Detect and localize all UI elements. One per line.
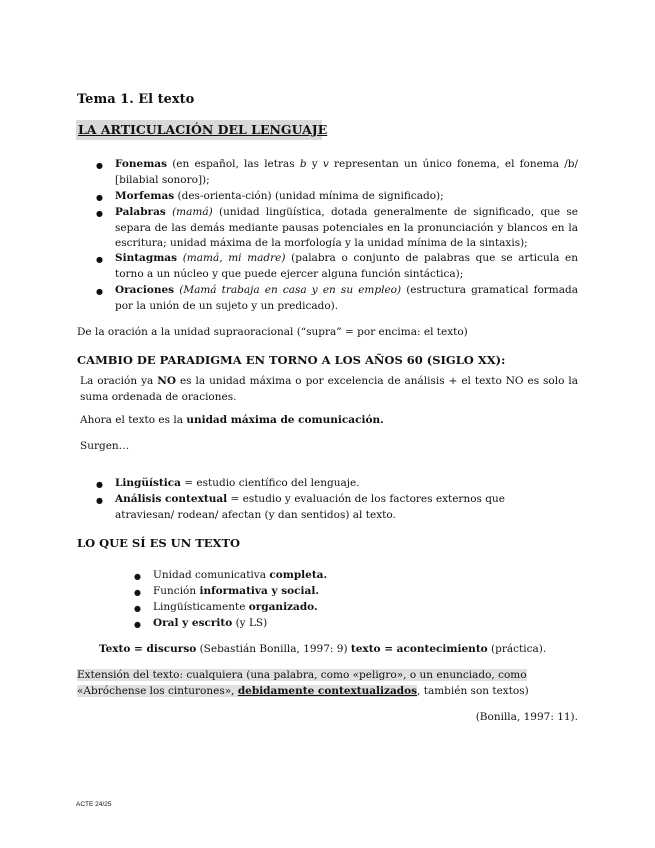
list-item-oral: Oral y escrito (y LS) [153, 617, 268, 629]
bullet-icon [96, 251, 104, 259]
list-item-organizado: Lingüísticamente organizado. [153, 601, 318, 613]
footer-label: ACTE 24/25 [76, 801, 112, 808]
paragraph-surgen: Surgen… [80, 440, 130, 452]
bullet-icon [96, 189, 104, 197]
list-item-morfemas: Morfemas (des-orienta-ción) (unidad mínima de significado); [115, 190, 444, 202]
bullet-icon [96, 157, 104, 165]
list-item-analisis: Análisis contextual = estudio y evaluación de los factores externos que atraviesan/ rodean/ afectan (y dan sentidos) al texto. [115, 493, 505, 521]
list-item-linguistica: Lingüística = estudio científico del lenguaje. [115, 477, 360, 489]
list-item-funcion: Función informativa y social. [153, 585, 319, 597]
oracion-line: De la oración a la unidad supraoracional (“supra” = por encima: el texto) [77, 326, 468, 338]
extension-paragraph: Extensión del texto: cualquiera (una palabra, como «peligro», o un enunciado, como «Abróchense los cinturones», debidamente contextualizados, también son textos) [77, 669, 529, 697]
section-heading-paradigma: CAMBIO DE PARADIGMA EN TORNO A LOS AÑOS 60 (SIGLO XX): [77, 353, 506, 367]
definition-line: Texto = discurso (Sebastián Bonilla, 1997: 9) texto = acontecimiento (práctica). [99, 643, 547, 655]
page-title: Tema 1. El texto [77, 92, 195, 107]
paragraph-oracion: La oración ya NO es la unidad máxima o por excelencia de análisis + el texto NO es solo la suma ordenada de oraciones. [80, 375, 579, 403]
citation: (Bonilla, 1997: 11). [475, 711, 578, 723]
list-item-sintagmas: Sintagmas (mamá, mi madre) (palabra o conjunto de palabras que se articula en torno a un núcleo y que puede ejercer alguna función sintáctica); [115, 252, 579, 280]
section-heading-texto: LO QUE SÍ ES UN TEXTO [77, 536, 241, 550]
bullet-icon [96, 205, 104, 213]
list-item-fonemas: Fonemas (en español, las letras b y v representan un único fonema, el fonema /b/ [bilabial sonoro]); [115, 158, 578, 186]
bullet-icon [134, 600, 142, 608]
paragraph-ahora: Ahora el texto es la unidad máxima de comunicación. [80, 414, 384, 426]
bullet-icon [134, 568, 142, 576]
bullet-icon [96, 476, 104, 484]
list-item-oraciones: Oraciones (Mamá trabaja en casa y en su empleo) (estructura gramatical formada por la unión de un sujeto y un predicado). [115, 284, 578, 312]
bullet-icon [134, 584, 142, 592]
bullet-icon [96, 492, 104, 500]
list-item-completa: Unidad comunicativa completa. [153, 569, 328, 581]
bullet-icon [96, 283, 104, 291]
section-heading-articulacion: LA ARTICULACIÓN DEL LENGUAJE [76, 120, 322, 140]
list-item-palabras: Palabras (mamá) (unidad lingüística, dotada generalmente de significado, que se separa de las demás mediante pausas potenciales en la pronunciación y blancos en la escritura; unidad máxima de la morfología y la unidad mínima de la sintaxis); [115, 206, 578, 249]
bullet-icon [134, 616, 142, 624]
